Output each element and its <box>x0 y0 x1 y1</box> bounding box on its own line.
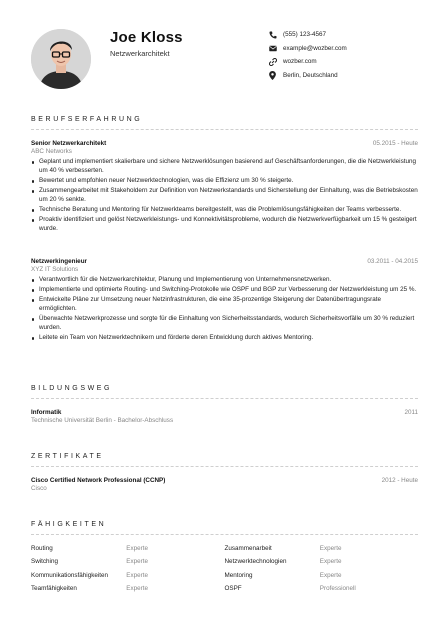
contact-phone-text[interactable]: (555) 123-4567 <box>283 31 327 39</box>
contact-email-text[interactable]: example@wozber.com <box>283 44 347 52</box>
section-divider <box>31 466 418 467</box>
skill-level: Experte <box>319 558 342 566</box>
skill-name: Kommunikationsfähigkeiten <box>31 571 109 579</box>
experience-title: Senior Netzwerkarchitekt <box>31 140 107 147</box>
education-date: 2011 <box>404 409 418 416</box>
section-divider <box>31 534 418 535</box>
contact-list <box>268 28 347 82</box>
list-item: Überwachte Netzwerkprozesse und sorgte für die Einhaltung von Sicherheitsstandards, wodurch Sicherheitsvorfälle um 30 % reduziert wurden. <box>31 315 418 333</box>
experience-bullets <box>31 158 418 234</box>
certificate-title: Cisco Certified Network Professional (CCNP) <box>31 477 166 484</box>
certificate-issuer: Cisco <box>31 485 47 492</box>
person-name: Joe Kloss <box>110 29 183 46</box>
skill-level: Professionell <box>319 584 356 592</box>
contact-phone <box>268 28 347 42</box>
experience-bullets <box>31 276 418 343</box>
certificate-entry <box>31 477 418 492</box>
skill-row <box>31 585 418 598</box>
contact-website-text[interactable]: wozber.com <box>283 58 317 66</box>
contact-email <box>268 42 347 56</box>
experience-title: Netzwerkingenieur <box>31 258 87 265</box>
skill-name: Routing <box>31 545 53 552</box>
skills-table <box>31 545 418 598</box>
contact-location-text: Berlin, Deutschland <box>283 71 338 79</box>
skill-level: Experte <box>126 558 148 566</box>
skill-row <box>31 558 418 571</box>
phone-icon <box>268 30 277 39</box>
list-item: Proaktiv identifiziert und gelöst Netzwerkleistungs- und Konnektivitätsprobleme, wodurch die Netzwerkverfügbarkeit um 15 % gesteigert wurde. <box>31 216 418 234</box>
list-item: Zusammengearbeitet mit Stakeholdern zur Definition von Netzwerkstandards und Sicherstellung der Einhaltung, was die Betriebskosten um 20 % senkte. <box>31 187 418 205</box>
section-divider <box>31 398 418 399</box>
section-title-certificates: ZERTIFIKATE <box>31 453 104 460</box>
list-item: Leitete ein Team von Netzwerktechnikern und förderte deren Entwicklung durch aktives Mentoring. <box>31 334 418 343</box>
job-title: Netzwerkarchitekt <box>110 49 170 58</box>
experience-company: XYZ IT Solutions <box>31 266 79 273</box>
experience-company: ABC Networks <box>31 148 72 155</box>
skill-name: Zusammenarbeit <box>224 545 272 552</box>
education-title: Informatik <box>31 409 62 416</box>
section-divider <box>31 129 418 130</box>
contact-website <box>268 55 347 69</box>
certificate-date: 2012 - Heute <box>381 477 418 484</box>
skill-name: Netzwerktechnologien <box>224 558 287 566</box>
link-icon <box>268 57 277 66</box>
contact-location <box>268 69 347 83</box>
section-title-experience: BERUFSERFAHRUNG <box>31 116 143 123</box>
skill-level: Experte <box>126 545 148 552</box>
experience-date: 05.2015 - Heute <box>372 140 418 147</box>
skill-level: Experte <box>126 571 148 579</box>
profile-photo <box>31 29 91 89</box>
skill-level: Experte <box>319 545 342 552</box>
education-institution: Technische Universität Berlin - Bachelor-Abschluss <box>31 417 174 424</box>
list-item: Verantwortlich für die Netzwerkarchitektur, Planung und Implementierung von Unternehmensnetzwerken. <box>31 276 418 285</box>
list-item: Bewertet und empfohlen neuer Netzwerktechnologien, was die Effizienz um 30 % steigerte. <box>31 177 418 186</box>
skill-name: OSPF <box>224 584 242 592</box>
skill-name: Switching <box>31 558 58 566</box>
skill-name: Mentoring <box>224 571 253 579</box>
skill-level: Experte <box>126 584 148 592</box>
skill-name: Teamfähigkeiten <box>31 584 77 592</box>
list-item: Technische Beratung und Mentoring für Netzwerkteams bereitgestellt, was die Problemlösungsfähigkeiten der Teams verbesserte. <box>31 206 418 215</box>
education-entry <box>31 409 418 424</box>
skill-row <box>31 572 418 585</box>
mail-icon <box>268 44 277 53</box>
location-pin-icon <box>268 71 277 80</box>
list-item: Entwickelte Pläne zur Umsetzung neuer Netzinfrastrukturen, die eine 35-prozentige Steigerung der Datenübertragungsrate ermöglichten. <box>31 296 418 314</box>
experience-entry <box>31 140 418 235</box>
skill-row <box>31 545 418 558</box>
avatar <box>31 29 91 89</box>
list-item: Implementierte und optimierte Routing- und Switching-Protokolle wie OSPF und BGP zur Verbesserung der Netzwerkleistung um 25 %. <box>31 286 418 295</box>
list-item: Geplant und implementiert skalierbare und sichere Netzwerklösungen basierend auf Geschäftsanforderungen, die die Netzwerkleistung um 40 % verbesserten. <box>31 158 418 176</box>
section-title-skills: FÄHIGKEITEN <box>31 521 107 528</box>
experience-date: 03.2011 - 04.2015 <box>367 258 418 265</box>
skill-level: Experte <box>319 571 342 579</box>
experience-entry <box>31 258 418 344</box>
section-title-education: BILDUNGSWEG <box>31 385 113 392</box>
